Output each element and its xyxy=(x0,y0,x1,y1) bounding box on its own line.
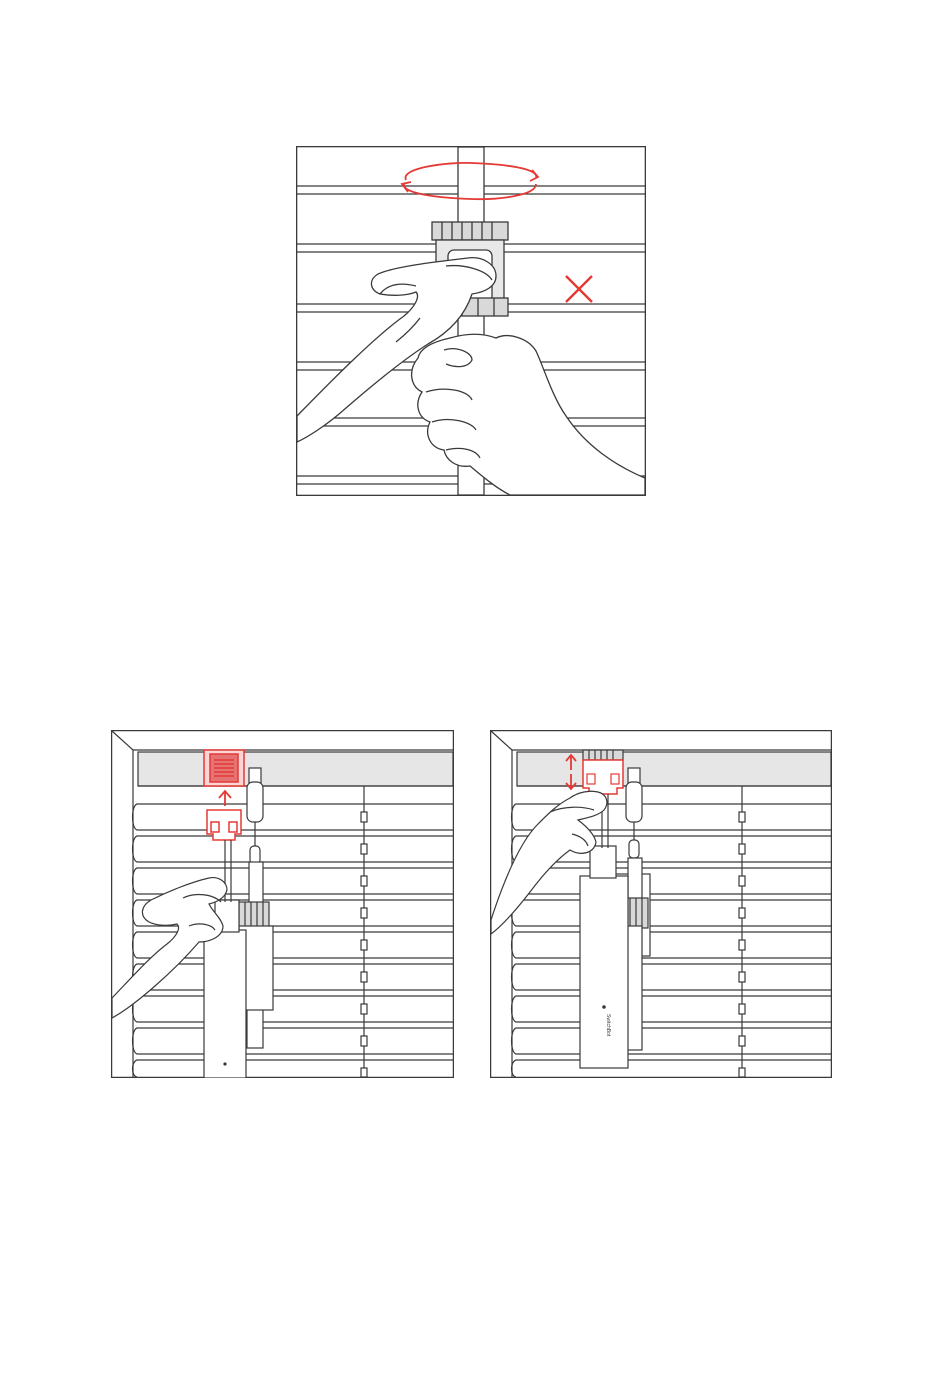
tilt-clip-icon xyxy=(204,750,244,840)
adjust-height-diagram xyxy=(490,730,832,1078)
device-label: SwitchBot xyxy=(605,1014,611,1037)
device-body-icon xyxy=(580,876,628,1068)
right-hand-icon xyxy=(412,334,645,495)
headrail xyxy=(138,752,453,786)
headrail xyxy=(517,752,831,786)
wrong-x-icon xyxy=(566,276,592,302)
tilt-clip-icon xyxy=(583,750,623,794)
device-body-icon xyxy=(204,930,246,1078)
wand-twist-diagram xyxy=(296,146,646,496)
detach-clip-diagram xyxy=(111,730,454,1078)
